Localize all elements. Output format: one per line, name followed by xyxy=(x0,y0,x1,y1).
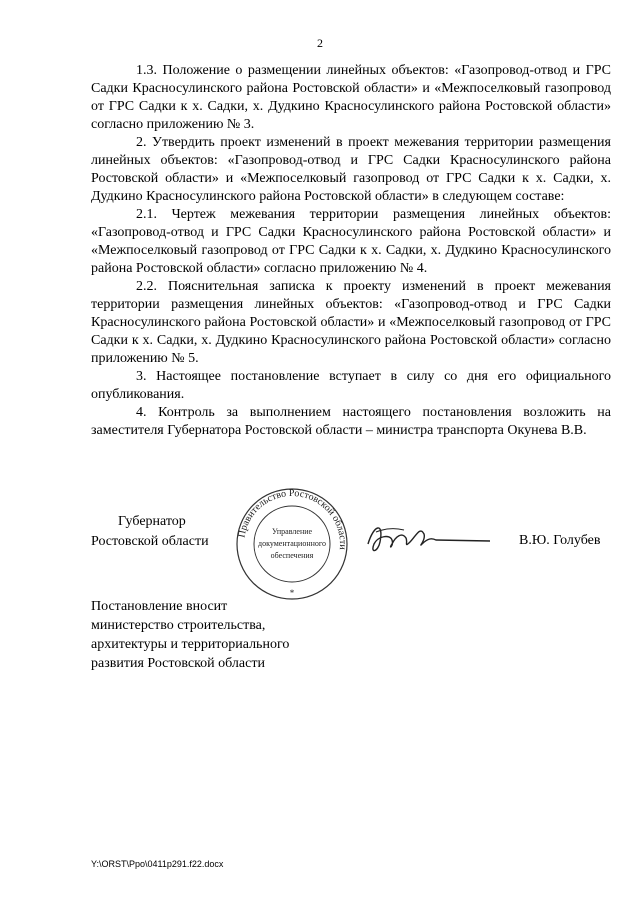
paragraph-2-2: 2.2. Пояснительная записка к проекту изменений в проект межевания территории размещения линейных объектов: «Газопровод-отвод и ГРС Садки Красносулинского района Ростовской области» и «Межпоселковый газопровод от ГРС Садки к х. Садки, х. Дудкино Красносулинского района Ростовской области» согласно приложению № 5. xyxy=(91,279,611,366)
submitted-by-line: министерство строительства, xyxy=(91,618,266,633)
signatory-title-line1: Губернатор xyxy=(118,514,186,529)
submitted-by-line: архитектуры и территориального xyxy=(91,637,290,652)
paragraph-2: 2. Утвердить проект изменений в проект межевания территории размещения линейных объектов: «Газопровод-отвод и ГРС Садки Красносулинского района Ростовской области» и «Межпоселковый газопровод от ГРС Садки к х. Садки, х. Дудкино Красносулинского района Ростовской области» в следующем составе: xyxy=(91,135,611,204)
paragraph-2-1: 2.1. Чертеж межевания территории размещения линейных объектов: «Газопровод-отвод и ГРС Садки Красносулинского района Ростовской области» и «Межпоселковый газопровод от ГРС Садки к х. Садки, х. Дудкино Красносулинского района Ростовской области» согласно приложению № 4. xyxy=(91,207,611,276)
submitted-by-line: развития Ростовской области xyxy=(91,656,265,671)
stamp-center-line1: Управление xyxy=(271,527,313,536)
stamp-center-line2: документационного xyxy=(258,539,326,548)
paragraph-3: 3. Настоящее постановление вступает в силу со дня его официального опубликования. xyxy=(91,369,611,402)
signatory-name: В.Ю. Голубев xyxy=(519,533,601,548)
stamp-ring-text: Правительство Ростовской области xyxy=(236,488,349,551)
official-stamp xyxy=(228,488,356,600)
document-body xyxy=(91,62,611,440)
file-path-footer: Y:\ORST\Ppo\0411p291.f22.docx xyxy=(91,859,224,869)
stamp-star: * xyxy=(289,588,295,598)
stamp-center-line3: обеспечения xyxy=(270,551,314,560)
paragraph-4: 4. Контроль за выполнением настоящего постановления возложить на заместителя Губернатора Ростовской области – министра транспорта Окунева В.В. xyxy=(91,405,611,438)
paragraph-1-3: 1.3. Положение о размещении линейных объектов: «Газопровод-отвод и ГРС Садки Красносулинского района Ростовской области» и «Межпоселковый газопровод от ГРС Садки к х. Садки, х. Дудкино Красносулинского района Ростовской области» согласно приложению № 3. xyxy=(91,63,611,132)
signatory-title-line2: Ростовской области xyxy=(91,534,209,549)
handwritten-signature xyxy=(362,514,490,564)
submitted-by-line: Постановление вносит xyxy=(91,599,228,614)
submitted-by-note xyxy=(91,597,289,673)
page-number: 2 xyxy=(317,36,323,50)
signatory-title xyxy=(91,512,209,552)
